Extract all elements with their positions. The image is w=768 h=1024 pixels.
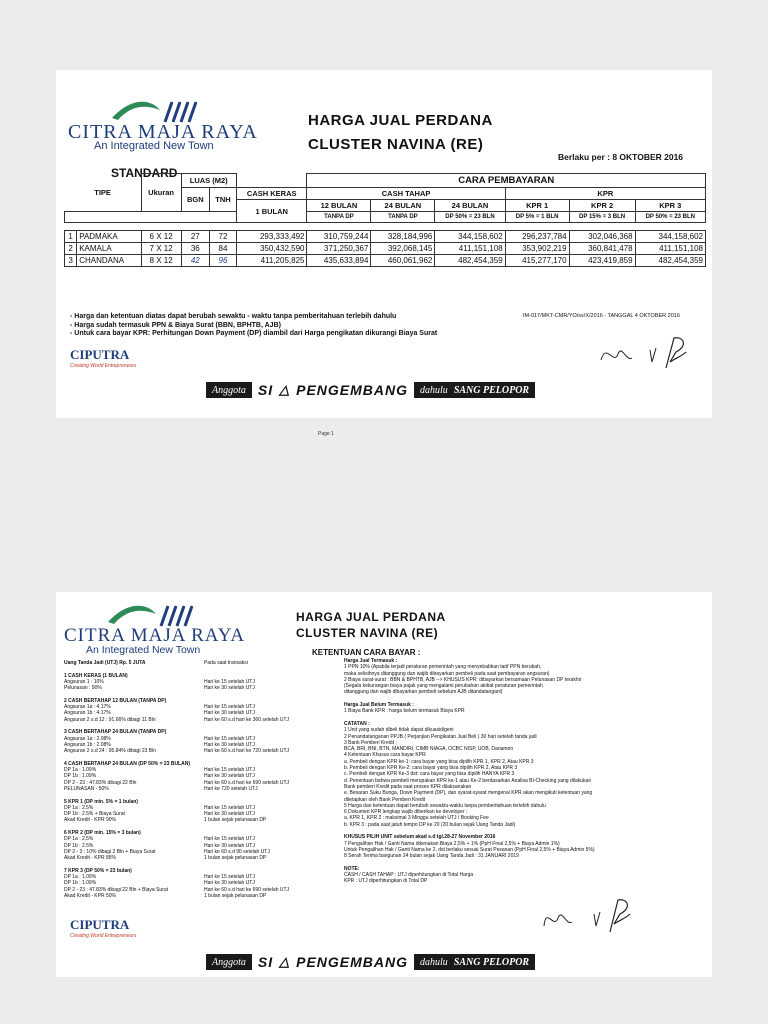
row-no: 2 — [65, 243, 77, 255]
text-line: maka selisihnya ditanggung dan wajib dibayarkan pembeli pada saat pembayaran angsuran) — [344, 670, 550, 677]
kpr1-header: KPR 1 — [505, 200, 569, 212]
tanpa-dp-1: TANPA DP — [307, 212, 371, 223]
text-line: Hari ke 60 s.d hari ke 360 setelah UTJ — [204, 716, 290, 723]
text-line: Akad Kredit - KPR 50% — [64, 892, 116, 899]
brand-tagline: An Integrated New Town — [94, 140, 214, 152]
b24-header: 24 BULAN — [371, 200, 435, 212]
text-line: 2 CASH BERTAHAP 12 BULAN (TANPA DP) — [64, 697, 167, 704]
text-line: Uang Tanda Jadi (UTJ) Rp. 5 JUTA — [64, 660, 146, 666]
text-line: Angsuran 1 : 10% — [64, 678, 104, 685]
text-line: DP 2 - 3 : 10% dibagi 2 Bln + Biaya Surat — [64, 848, 156, 855]
text-line: Hari ke 15 setelah UTJ — [204, 704, 255, 711]
text-line: c. Pembeli dengan KPR Ke-3 dst: cara bayar yang bisa dipilih HANYA KPR 3 — [344, 771, 515, 778]
tipe-header: TIPE — [65, 174, 142, 212]
row-kpr3: 411,151,108 — [635, 243, 705, 255]
banner-pengembang: PENGEMBANG — [296, 954, 409, 970]
text-line: 1 PPN 10% (Apabila terjadi peraturan pemerintah yang menyebabkan tarif PPN berubah, — [344, 664, 542, 671]
citra-maja-raya-logo — [64, 600, 246, 660]
text-line: PELUNASAN - 50% — [64, 785, 109, 792]
price-notes — [70, 313, 437, 339]
one-month-header: 1 BULAN — [236, 200, 307, 223]
text-line: DP 1a : 2.5% — [64, 804, 94, 811]
text-line: DP 1a : 2.5% — [64, 836, 94, 843]
text-line: DP 1b : 1.09% — [64, 880, 97, 887]
text-line: Hari ke 15 setelah UTJ — [204, 735, 255, 742]
text-line: a. Pembeli dengan KPR ke-1: cara bayar yang bisa dipilih KPR 1, KPR 2, Atau KPR 3 — [344, 758, 534, 765]
text-line: DP 2 - 23 : 47.83% dibagi 22 Bln + Biaya Surat — [64, 886, 169, 893]
row-kpr1: 415,277,170 — [505, 255, 569, 267]
kpr2-header: KPR 2 — [569, 200, 635, 212]
ciputra-tagline: Creating World Entrepreneurs — [70, 933, 137, 939]
text-line: 2 Penandatanganan PPJB ( Perjanjian Pengikatan Jual Beli ) 30 hari setelah tanda jadi — [344, 733, 537, 740]
text-line: 1 CASH KERAS (1 BULAN) — [64, 672, 128, 679]
row-ukuran: 6 X 12 — [141, 231, 181, 243]
text-line: Hari ke 60 s.d hari ke 690 setelah UTJ — [204, 779, 290, 786]
banner — [206, 954, 535, 970]
row-t24b: 411,151,108 — [435, 243, 505, 255]
text-line: DP 1b : 2.5% + Biaya Surat — [64, 811, 125, 818]
row-t12: 371,250,367 — [307, 243, 371, 255]
text-line: Hari ke 15 setelah UTJ — [204, 836, 255, 843]
row-cash-keras: 411,205,825 — [236, 255, 307, 267]
text-line: KHUSUS PILIH UNIT sebelum akad s.d tgl.28-27 November 2016 — [344, 834, 496, 841]
banner-anggota: Anggota — [212, 956, 246, 968]
banner-pelopor: SANG PELOPOR — [453, 956, 530, 968]
row-cash-keras: 350,432,590 — [236, 243, 307, 255]
text-line: Untuk Pengalihan Hak / Ganti Nama ke 2, dst berlaku sesuai Surat Pesanan (PpH Final 2,5% + Biaya Admin 5%) — [344, 846, 595, 853]
signature-icon — [596, 332, 696, 372]
kpr3-header: KPR 3 — [635, 200, 705, 212]
text-line: Angsuran 1a : 4.17% — [64, 704, 111, 711]
text-line: BCA, BRI, BNI, BTN, MANDIRI, CIMB NIAGA, OCBC NISP, UOB, Danamon — [344, 746, 514, 753]
text-line: Angsuran 2 s.d 24 : 95.84% dibagi 23 Bln — [64, 748, 157, 755]
text-line: 4 CASH BERTAHAP 24 BULAN (DP 50% = 23 BULAN) — [64, 760, 190, 767]
citra-maja-raya-logo — [68, 96, 258, 156]
row-ukuran: 8 X 12 — [141, 255, 181, 267]
tnh-header: TNH — [210, 188, 237, 212]
page-title: HARGA JUAL PERDANA — [296, 610, 446, 624]
banner-si: SI — [257, 954, 274, 970]
row-tipe: KAMALA — [77, 243, 141, 255]
payment-terms-page-2 — [56, 592, 712, 977]
text-line: Hari ke 15 setelah UTJ — [204, 874, 255, 881]
text-line: Harga Jual Belum Termasuk : — [344, 702, 414, 709]
kpr2-sub: DP 15% = 3 BLN — [569, 212, 635, 223]
row-tipe: PADMAKA — [77, 231, 141, 243]
text-line: d. Penentuan bahwa pembeli merupakan KPR ke-1 atau Ke-2 berdasarkan Analisa BI-Checking yang dilakukan — [344, 777, 592, 784]
text-line: 7 Pengalihan Hak / Ganti Nama dikenakan Biaya 2,5% + 1% (PpH Final 2,5% + Biaya Admin 1%) — [344, 840, 560, 847]
note-line: - Harga dan ketentuan diatas dapat berubah sewaktu - waktu tanpa pemberitahuan terlebih dahulu — [70, 313, 397, 320]
text-line: Angsuran 1b : 2.08% — [64, 741, 111, 748]
text-line: Akad Kredit - KPR 90% — [64, 817, 116, 824]
text-line: 1 Biaya Bank KPR : harga belum termasuk Biaya KPR — [344, 708, 465, 715]
text-line: Hari ke 30 setelah UTJ — [204, 811, 255, 818]
row-t24: 392,068,145 — [371, 243, 435, 255]
table-row — [65, 231, 706, 243]
text-line: 1 bulan sejak pelunasan DP — [204, 892, 267, 899]
text-line: 6 Dokumen KPR lengkap wajib diberikan ke developer : — [344, 809, 468, 816]
text-line: Hari ke 60 s.d 90 setelah UTJ — [204, 848, 270, 855]
text-line: 4 Ketentuan Khusus cara bayar KPR — [344, 752, 426, 759]
row-kpr2: 360,841,478 — [569, 243, 635, 255]
b24b-header: 24 BULAN — [435, 200, 505, 212]
banner-main — [252, 382, 414, 398]
memo-reference: IM-017/MKT-CMR/YO/sv/X/2016 - TANGGAL 4 OKTOBER 2016 — [523, 313, 680, 319]
text-line: (Segala kekurangan biaya pajak yang mengalami perubahan akibat peraturan pemerintah — [344, 683, 543, 690]
text-line: Hari ke 15 setelah UTJ — [204, 678, 255, 685]
row-bgn: 27 — [181, 231, 210, 243]
dp50-sub: DP 50% = 23 BLN — [435, 212, 505, 223]
text-line: NOTE: — [344, 865, 360, 872]
text-line: Bank pemberi Kredit pada saat proses KPR dilaksanakan — [344, 783, 472, 790]
text-line: ditetapkan oleh Bank Pemberi Kredit — [344, 796, 426, 803]
banner-si: SI — [257, 382, 274, 398]
text-line: 3 CASH BERTAHAP 24 BULAN (TANPA DP) — [64, 729, 167, 736]
row-ukuran: 7 X 12 — [141, 243, 181, 255]
note-line: - Harga sudah termasuk PPN & Biaya Surat (BBN, BPHTB, AJB) — [70, 321, 281, 329]
kpr1-sub: DP 5% = 1 BLN — [505, 212, 569, 223]
banner-dahulu: dahulu — [420, 956, 448, 968]
banner-main — [252, 954, 414, 970]
banner-anggota: Anggota — [212, 384, 246, 396]
ciputra-logo — [70, 347, 136, 369]
luas-header: LUAS (M2) — [181, 174, 236, 188]
banner-dahulu: dahulu — [420, 384, 448, 396]
text-line: Angsuran 1b : 4.17% — [64, 710, 111, 717]
text-line: 2 Biaya surat-surat : BBN & BPHTB, AJB --> KHUSUS KPR: dibayarkan bersamaan Pelunasan DP terakhir — [344, 676, 582, 683]
text-line: Hari ke 30 setelah UTJ — [204, 710, 255, 717]
text-line: Hari ke 15 setelah UTJ — [204, 767, 255, 774]
text-line: DP 1b : 1.09% — [64, 773, 97, 780]
text-line: Angsuran 2 s.d 12 : 91.66% dibagi 11 Bln — [64, 716, 156, 723]
text-line: Akad Kredit - KPR 85% — [64, 855, 116, 862]
cluster-title: CLUSTER NAVINA (RE) — [308, 136, 484, 153]
text-line: 8 Serah Terima bangunan 24 bulan sejak Uang Tanda Jadi : 31 JANUARI 2019 — [344, 853, 519, 860]
text-line: CASH / CASH TAHAP : UTJ diperhitungkan di Total Harga — [344, 872, 474, 879]
banner-pengembang: PENGEMBANG — [296, 382, 409, 398]
row-no: 1 — [65, 231, 77, 243]
b12-header: 12 BULAN — [307, 200, 371, 212]
page-title: HARGA JUAL PERDANA — [308, 112, 493, 129]
text-line: Hari ke 720 setelah UTJ — [204, 785, 258, 792]
text-line: DP 1b : 2.5% — [64, 842, 94, 849]
row-bgn: 36 — [181, 243, 210, 255]
triangle-icon: △ — [279, 382, 291, 397]
row-tnh: 96 — [210, 255, 237, 267]
text-line: 1 Unit yang sudah dibeli tidak dapat dikuasidigeni — [344, 727, 454, 734]
row-t12: 310,759,244 — [307, 231, 371, 243]
text-line: e. Besaran Suku Bunga, Down Payment (DP), dan syarat-syarat mengenai KPR akan mengikuti ketentuan yang — [344, 790, 593, 797]
table-row — [65, 255, 706, 267]
payment-schedule-column — [204, 660, 289, 899]
text-line: 5 Harga dan ketentuan dapat berubah sewaktu-waktu tanpa pemberitahuan terlebih dahulu — [344, 802, 546, 809]
payment-schemes-column — [64, 660, 190, 899]
text-line: 5 KPR 1 (DP min. 5% = 1 bulan) — [64, 798, 138, 805]
row-bgn: 42 — [181, 255, 210, 267]
text-line: Angsuran 1a : 2.08% — [64, 735, 111, 742]
row-kpr2: 302,046,368 — [569, 231, 635, 243]
ciputra-tagline: Creating World Entrepreneurs — [70, 363, 137, 369]
row-t24: 460,061,962 — [371, 255, 435, 267]
text-line: KPR : UTJ diperhitungkan di Total DP — [344, 878, 428, 885]
brand-tagline: An Integrated New Town — [86, 644, 201, 656]
row-tnh: 84 — [210, 243, 237, 255]
price-table — [64, 173, 706, 267]
page-number: Page 1 — [318, 431, 334, 437]
tanpa-dp-2: TANPA DP — [371, 212, 435, 223]
cash-tahap-header: CASH TAHAP — [307, 188, 505, 200]
text-line: Hari ke 30 setelah UTJ — [204, 741, 255, 748]
text-line: Hari ke 30 setelah UTJ — [204, 880, 255, 887]
row-no: 3 — [65, 255, 77, 267]
text-line: Hari ke 60 s.d hari ke 690 setelah UTJ — [204, 886, 290, 893]
table-row — [65, 243, 706, 255]
text-line: Pelunasan : 90% — [64, 685, 102, 692]
kpr3-sub: DP 50% = 23 BLN — [635, 212, 705, 223]
row-t12: 435,633,894 — [307, 255, 371, 267]
row-kpr1: 296,237,784 — [505, 231, 569, 243]
row-tnh: 72 — [210, 231, 237, 243]
ciputra-name: CIPUTRA — [70, 917, 130, 932]
ciputra-name: CIPUTRA — [70, 347, 130, 362]
row-kpr2: 423,419,859 — [569, 255, 635, 267]
banner-pelopor: SANG PELOPOR — [453, 384, 530, 396]
cash-keras-header: CASH KERAS — [236, 188, 307, 200]
text-line: b. KPR 3 : pada saat jatuh tempo DP ke 20 (20 bulan sejak Uang Tanda Jadi) — [344, 821, 516, 828]
text-line: 1 bulan sejak pelunasan DP — [204, 817, 267, 824]
text-line: a. KPR 1, KPR 2 : maksimal 3 Minggu setelah UTJ / Booking Fee — [344, 815, 489, 822]
row-t24b: 344,158,602 — [435, 231, 505, 243]
row-t24b: 482,454,359 — [435, 255, 505, 267]
text-line: Hari ke 30 setelah UTJ — [204, 842, 255, 849]
ketentuan-title: KETENTUAN CARA BAYAR : — [312, 648, 421, 657]
text-line: ditanggung dan wajib dibayarkan pembeli sebelum AJB ditandatangani) — [344, 689, 503, 696]
text-line: DP 1a : 1.09% — [64, 767, 97, 774]
note-line: - Untuk cara bayar KPR: Perhitungan Down Payment (DP) diambil dari Harga pengikatan dikurangi Biaya Surat — [70, 330, 438, 337]
row-tipe: CHANDANA — [77, 255, 141, 267]
terms-column — [344, 658, 595, 885]
kpr-header: KPR — [505, 188, 705, 200]
ukuran-header: Ukuran — [141, 174, 181, 212]
text-line: Hari ke 30 setelah UTJ — [204, 773, 255, 780]
signature-icon — [536, 892, 646, 936]
ciputra-logo — [70, 917, 136, 939]
text-line: Pada saat transaksi — [204, 660, 248, 666]
banner — [206, 382, 535, 398]
text-line: CATATAN : — [344, 720, 370, 727]
text-line: DP 2 - 23 : 47.83% dibagi 22 Bln — [64, 779, 137, 786]
row-kpr1: 353,902,219 — [505, 243, 569, 255]
standard-label: STANDARD — [111, 166, 178, 180]
row-t24: 328,184,996 — [371, 231, 435, 243]
brand-name: CITRA MAJA RAYA — [64, 625, 246, 646]
text-line: Harga Jual Termasuk : — [344, 658, 398, 664]
text-line: 1 bulan sejak pelunasan DP — [204, 855, 267, 862]
text-line: 3 Bank Pemberi Kredit : — [344, 739, 397, 746]
text-line: Hari ke 15 setelah UTJ — [204, 804, 255, 811]
cluster-title: CLUSTER NAVINA (RE) — [296, 626, 439, 640]
brand-name: CITRA MAJA RAYA — [68, 121, 258, 143]
text-line: 6 KPR 2 (DP min. 15% = 3 bulan) — [64, 830, 141, 837]
row-cash-keras: 293,333,492 — [236, 231, 307, 243]
triangle-icon: △ — [279, 954, 291, 969]
text-line: b. Pembeli dengan KPR Ke-2: cara bayar yang bisa dipilih KPR 2, Atau KPR 3 — [344, 765, 518, 772]
text-line: Hari ke 60 s.d hari ke 720 setelah UTJ — [204, 748, 290, 755]
row-kpr3: 482,454,359 — [635, 255, 705, 267]
text-line: 7 KPR 3 (DP 50% = 23 bulan) — [64, 867, 132, 874]
effective-date: Berlaku per : 8 OKTOBER 2016 — [558, 152, 684, 162]
cara-pembayaran-header: CARA PEMBAYARAN — [307, 174, 706, 188]
text-line: DP 1a : 1.09% — [64, 874, 97, 881]
row-kpr3: 344,158,602 — [635, 231, 705, 243]
bgn-header: BGN — [181, 188, 210, 212]
text-line: Hari ke 30 setelah UTJ — [204, 685, 255, 692]
price-list-page-1 — [56, 70, 712, 418]
